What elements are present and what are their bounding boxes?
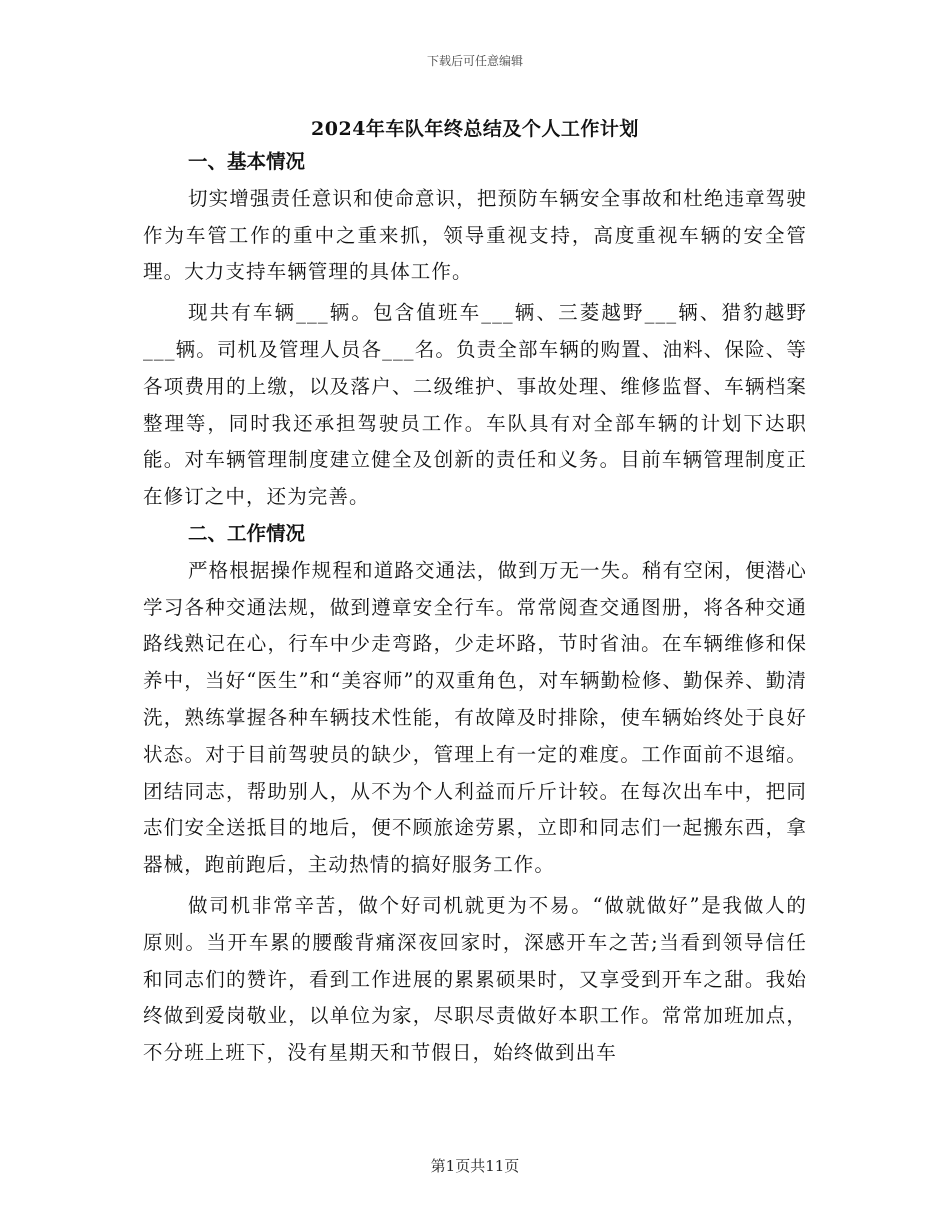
document-title: 2024年车队年终总结及个人工作计划 (311, 118, 639, 140)
section-heading-basic-info: 一、基本情况 (188, 150, 306, 173)
paragraph-driver-reflection: 做司机非常辛苦，做个好司机就更为不易。“做就做好”是我做人的原则。当开车累的腰酸背痛深夜回家时，深感开车之苦;当看到领导信任和同志们的赞许，看到工作进展的累累硕果时，又享受到开车之甜。我始终做到爱岗敬业，以单位为家，尽职尽责做好本职工作。常常加班加点，不分班上班下，没有星期天和节假日，始终做到出车 (143, 893, 807, 1065)
paragraph-vehicle-count: 现共有车辆___辆。包含值班车___辆、三菱越野___辆、猎豹越野___辆。司机及管理人员各___名。负责全部车辆的购置、油料、保险、等各项费用的上缴，以及落户、二级维护、事故处理、维修监督、车辆档案整理等，同时我还承担驾驶员工作。车队具有对全部车辆的计划下达职能。对车辆管理制度建立健全及创新的责任和义务。目前车辆管理制度正在修订之中，还为完善。 (143, 301, 807, 509)
paragraph-work-practice: 严格根据操作规程和道路交通法，做到万无一失。稍有空闲，便潜心学习各种交通法规，做到遵章安全行车。常常阅查交通图册，将各种交通路线熟记在心，行车中少走弯路，少走坏路，节时省油。在车辆维修和保养中，当好“医生”和“美容师”的双重角色，对车辆勤检修、勤保养、勤清洗，熟练掌握各种车辆技术性能，有故障及时排除，使车辆始终处于良好状态。对于目前驾驶员的缺少，管理上有一定的难度。工作面前不退缩。团结同志，帮助别人，从不为个人利益而斤斤计较。在每次出车中，把同志们安全送抵目的地后，便不顾旅途劳累，立即和同志们一起搬东西，拿器械，跑前跑后，主动热情的搞好服务工作。 (143, 558, 807, 877)
document-body (143, 144, 807, 1072)
section-heading-work-status: 二、工作情况 (188, 521, 306, 545)
paragraph-responsibility: 切实增强责任意识和使命意识，把预防车辆安全事故和杜绝违章驾驶作为车管工作的重中之重来抓，领导重视支持，高度重视车辆的安全管理。大力支持车辆管理的具体工作。 (143, 186, 807, 284)
page-number: 第1页共11页 (430, 1157, 520, 1175)
page-header-note: 下载后可任意编辑 (426, 54, 523, 68)
